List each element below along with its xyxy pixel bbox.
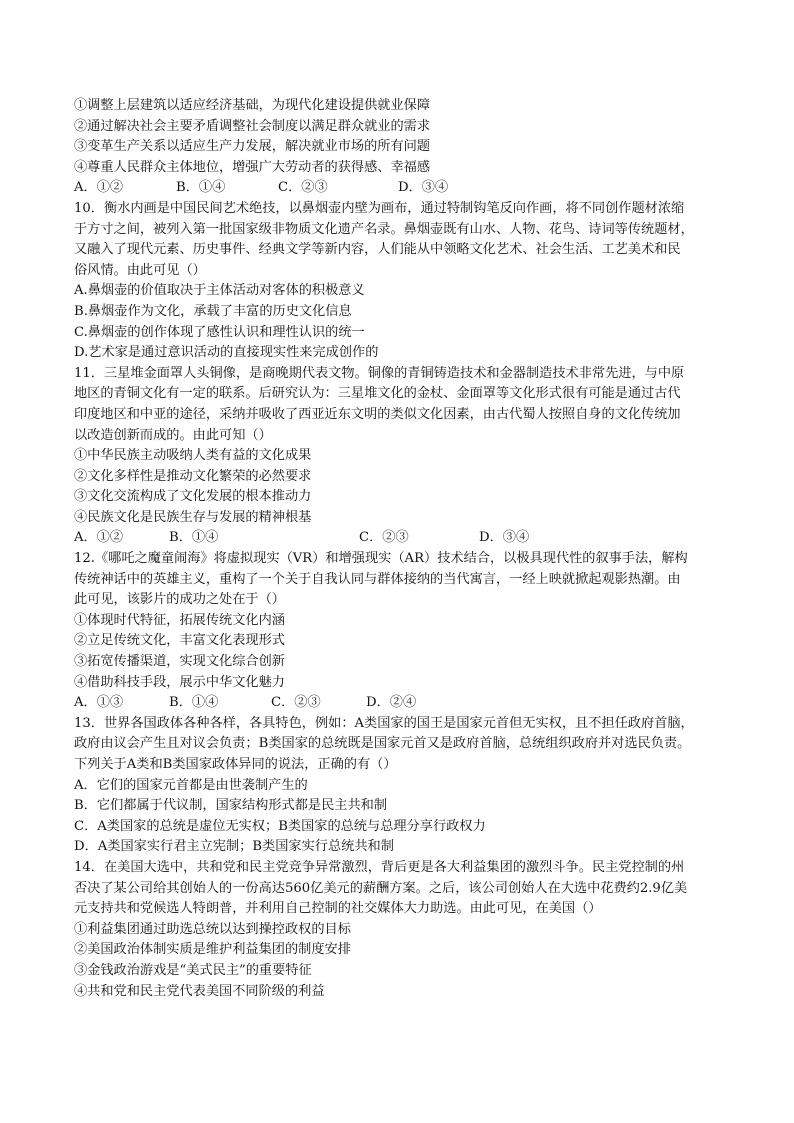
q11-option-c: C．②③ xyxy=(359,530,409,546)
q11-option-d: D．③④ xyxy=(479,530,530,546)
q9-option-a: A．①② xyxy=(74,180,124,196)
q9-options xyxy=(74,178,724,199)
q13-stem-line-1: 13．世界各国政体各种各样，各具特色，例如：A类国家的国王是国家元首但无实权，且不担任政府首脑， xyxy=(74,715,694,731)
q11-option-a: A．①② xyxy=(74,530,124,546)
question-14 xyxy=(74,858,724,1002)
q9-item-2: ②通过解决社会主要矛盾调整社会制度以满足群众就业的需求 xyxy=(74,118,431,134)
q10-choice-a: A.鼻烟壶的价值取决于主体活动对客体的积极意义 xyxy=(74,283,365,299)
question-9 xyxy=(74,96,724,199)
question-11 xyxy=(74,364,724,549)
q12-option-c: C．②③ xyxy=(271,695,321,711)
q12-option-a: A．①③ xyxy=(74,695,124,711)
q11-item-4: ④民族文化是民族生存与发展的精神根基 xyxy=(74,509,312,525)
q11-item-2: ②文化多样性是推动文化繁荣的必然要求 xyxy=(74,468,312,484)
q12-stem-line-3: 此可见，该影片的成功之处在于（） xyxy=(74,592,285,608)
q12-option-b: B．①④ xyxy=(169,695,219,711)
q11-stem-line-1: 11．三星堆金面罩人头铜像，是商晚期代表文物。铜像的青铜铸造技术和金器制造技术非常先进，与中原 xyxy=(74,365,685,381)
q12-option-d: D．②④ xyxy=(366,695,417,711)
q10-choice-d: D.艺术家是通过意识活动的直接现实性来完成创作的 xyxy=(74,345,379,361)
q11-stem-line-2: 地区的青铜文化有一定的联系。后研究认为：三星堆文化的金杖、金面罩等文化形式很有可能是通过古代 xyxy=(74,386,681,402)
q11-item-1: ①中华民族主动吸纳人类有益的文化成果 xyxy=(74,448,312,464)
q11-option-b: B．①④ xyxy=(169,530,219,546)
q14-item-4: ④共和党和民主党代表美国不同阶级的利益 xyxy=(74,983,325,999)
exam-page xyxy=(74,96,724,1002)
q13-choice-a: A．它们的国家元首都是由世袭制产生的 xyxy=(74,777,308,793)
q12-item-1: ①体现时代特征，拓展传统文化内涵 xyxy=(74,612,285,628)
q12-item-2: ②立足传统文化，丰富文化表现形式 xyxy=(74,633,285,649)
question-12 xyxy=(74,549,724,714)
q11-item-3: ③文化交流构成了文化发展的根本推动力 xyxy=(74,489,312,505)
q10-stem-line-3: 又融入了现代元素、历史事件、经典文学等新内容，人们能从中领略文化艺术、社会生活、工艺美术和民 xyxy=(74,242,681,258)
q14-stem-line-2: 否决了某公司给其创始人的一份高达560亿美元的薪酬方案。之后，该公司创始人在大选中花费约2.9亿美 xyxy=(74,880,688,896)
q11-stem-line-4: 以改造创新而成的。由此可知（） xyxy=(74,427,272,443)
q13-stem-line-3: 下列关于A类和B类国家政体异同的说法，正确的有（） xyxy=(74,757,397,772)
q14-item-2: ②美国政治体制实质是维护利益集团的制度安排 xyxy=(74,942,351,958)
q10-choice-b: B.鼻烟壶作为文化，承载了丰富的历史文化信息 xyxy=(74,303,352,319)
q13-choice-d: D．A类国家实行君主立宪制；B类国家实行总统共和制 xyxy=(74,839,394,855)
q9-item-3: ③变革生产关系以适应生产力发展，解决就业市场的所有问题 xyxy=(74,139,431,155)
q13-choice-b: B．它们都属于代议制，国家结构形式都是民主共和制 xyxy=(74,798,388,814)
q10-stem-line-2: 于方寸之间，被列入第一批国家级非物质文化遗产名录。鼻烟壶既有山水、人物、花鸟、诗词等传统题材， xyxy=(74,221,694,237)
question-13 xyxy=(74,714,724,858)
q12-stem-line-2: 传统神话中的英雄主义，重构了一个关于自我认同与群体接纳的当代寓言，一经上映就掀起观影热潮。由 xyxy=(74,571,681,587)
q14-stem-line-3: 元支持共和党候选人特朗普，并利用自己控制的社交媒体大力助选。由此可见，在美国（） xyxy=(74,901,602,917)
q9-item-4: ④尊重人民群众主体地位，增强广大劳动者的获得感、幸福感 xyxy=(74,159,431,175)
q12-item-3: ③拓宽传播渠道，实现文化综合创新 xyxy=(74,654,285,670)
q9-option-c: C．②③ xyxy=(278,180,328,196)
q14-stem-line-1: 14．在美国大选中，共和党和民主党竞争异常激烈，背后更是各大利益集团的激烈斗争。民主党控制的州 xyxy=(74,859,685,875)
q10-stem-line-4: 俗风情。由此可见（） xyxy=(74,262,206,278)
question-10 xyxy=(74,199,724,364)
q14-item-3: ③金钱政治游戏是“美式民主”的重要特征 xyxy=(74,962,312,978)
q12-item-4: ④借助科技手段，展示中华文化魅力 xyxy=(74,674,285,690)
q11-options xyxy=(74,528,724,549)
q11-stem-line-3: 印度地区和中亚的途径，采纳并吸收了西亚近东文明的类似文化因素，由古代蜀人按照自身的文化传统加 xyxy=(74,406,681,422)
q13-choice-c: C．A类国家的总统是虚位无实权；B类国家的总统与总理分享行政权力 xyxy=(74,818,486,834)
q9-option-b: B．①④ xyxy=(176,180,226,196)
q12-options xyxy=(74,693,724,714)
q10-choice-c: C.鼻烟壶的创作体现了感性认识和理性认识的统一 xyxy=(74,324,365,340)
q9-item-1: ①调整上层建筑以适应经济基础，为现代化建设提供就业保障 xyxy=(74,98,431,113)
q12-stem-line-1: 12.《哪吒之魔童闹海》将虚拟现实（VR）和增强现实（AR）技术结合，以极具现代性的叙事手法，解构 xyxy=(74,551,688,567)
q10-stem-line-1: 10．衡水内画是中国民间艺术绝技，以鼻烟壶内壁为画布，通过特制钩笔反向作画，将不同创作题材浓缩 xyxy=(74,200,685,216)
q13-stem-line-2: 政府由议会产生且对议会负责；B类国家的总统既是国家元首又是政府首脑，总统组织政府并对选民负责。 xyxy=(74,736,691,752)
q14-item-1: ①利益集团通过助选总统以达到操控政权的目标 xyxy=(74,921,351,937)
q9-option-d: D．③④ xyxy=(398,180,449,196)
